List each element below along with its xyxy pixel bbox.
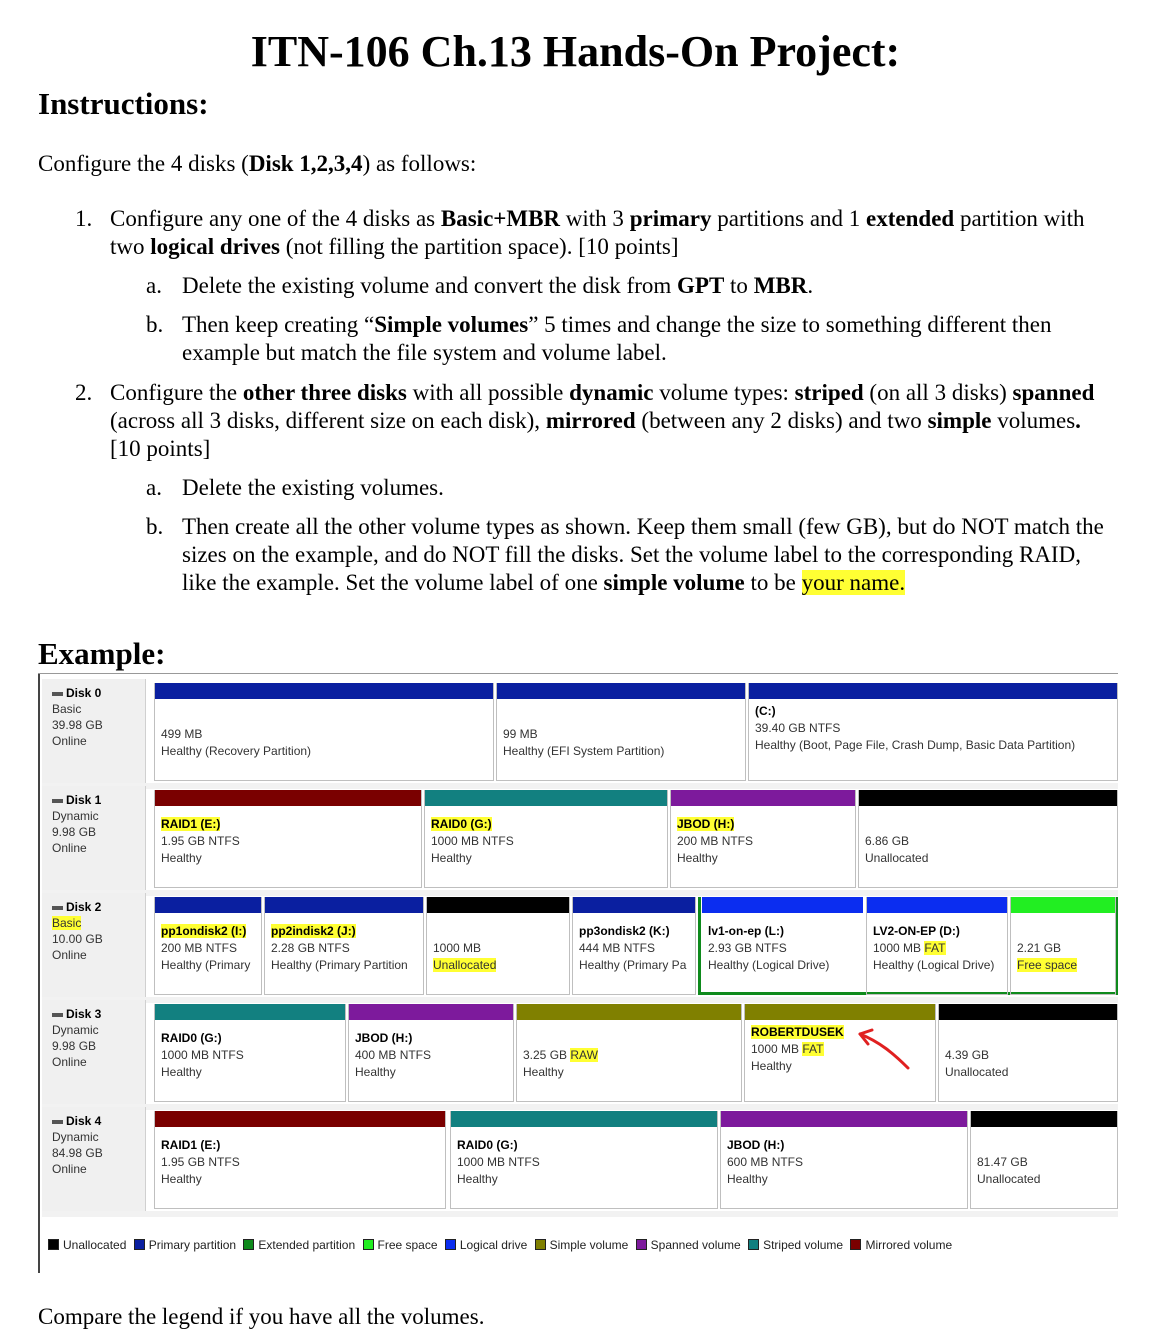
item2-text: Configure the other three disks with all possible dynamic volume types: striped (on all 3 disks) spanned (across all 3 disks, different size on each disk), mirrored (between any 2 disks) and two simple volumes. [10 points] [110,380,1095,461]
frame-border [38,673,1118,674]
volume-jbod[interactable]: JBOD (H:) 600 MB NTFS Healthy [720,1111,968,1209]
legend-item: Striped volume [748,1238,843,1252]
disk-row-0[interactable] [42,679,1118,783]
disk-row-1[interactable] [42,786,1118,890]
volume-c[interactable]: (C:) 39.40 GB NTFS Healthy (Boot, Page File, Crash Dump, Basic Data Partition) [748,683,1118,781]
instructions-heading: Instructions: [38,86,209,121]
disk-info[interactable]: Disk 3 Dynamic 9.98 GB Online [42,1000,146,1104]
legend [48,1238,956,1252]
volume-recovery[interactable]: 499 MB Healthy (Recovery Partition) [154,683,494,781]
disk-info[interactable]: Disk 1 Dynamic 9.98 GB Online [42,786,146,890]
disk-info[interactable]: Disk 4 Dynamic 84.98 GB Online [42,1107,146,1211]
volume-unallocated[interactable]: 1000 MB Unallocated [426,897,570,995]
disk-row-3[interactable] [42,1000,1118,1104]
item1b-label: b. [146,312,164,337]
volume-pp2[interactable]: pp2indisk2 (J:) 2.28 GB NTFS Healthy (Primary Partition [264,897,424,995]
disk-info[interactable]: Disk 2 Basic 10.00 GB Online [42,893,146,997]
volume-unallocated[interactable]: 81.47 GB Unallocated [970,1111,1118,1209]
volume-unallocated[interactable]: 4.39 GB Unallocated [938,1004,1118,1102]
volume-raid0[interactable]: RAID0 (G:) 1000 MB NTFS Healthy [154,1004,346,1102]
legend-item: Free space [363,1238,438,1252]
legend-item: Unallocated [48,1238,126,1252]
volume-simple-named[interactable]: ROBERTDUSEK 1000 MB FAT Healthy [744,1004,936,1102]
example-heading: Example: [38,636,166,671]
item2b-label: b. [146,514,164,539]
item2b-text: Then create all the other volume types as shown. Keep them small (few GB), but do NOT match the sizes on the example, and do NOT fill the disks. Set the volume label to the corresponding RAID, like the example. Set the volume label of one simple volume to be your name. [182,514,1104,595]
item2-number: 2. [75,380,93,405]
item1a-label: a. [146,273,162,298]
volume-jbod[interactable]: JBOD (H:) 400 MB NTFS Healthy [348,1004,514,1102]
disk-row-4[interactable] [42,1107,1118,1211]
disk-info[interactable]: Disk 0 Basic 39.98 GB Online [42,679,146,783]
frame-border [38,673,40,1273]
volume-pp1[interactable]: pp1ondisk2 (I:) 200 MB NTFS Healthy (Primary [154,897,262,995]
volume-jbod[interactable]: JBOD (H:) 200 MB NTFS Healthy [670,790,856,888]
volume-unallocated[interactable]: 6.86 GB Unallocated [858,790,1118,888]
legend-item: Spanned volume [636,1238,741,1252]
item1-text: Configure any one of the 4 disks as Basic+MBR with 3 primary partitions and 1 extended partition with two logical drives (not filling the partition space). [10 points] [110,206,1085,259]
legend-item: Logical drive [445,1238,527,1252]
volume-lv1[interactable]: lv1-on-ep (L:) 2.93 GB NTFS Healthy (Logical Drive) [701,897,864,995]
disk-management-view [38,673,1118,1273]
volume-raid1[interactable]: RAID1 (E:) 1.95 GB NTFS Healthy [154,790,422,888]
disk-row-2[interactable] [42,893,1118,997]
item1-number: 1. [75,206,93,231]
item2a-label: a. [146,475,162,500]
item1b-text: Then keep creating “Simple volumes” 5 times and change the size to something different then example but match the file system and volume label. [182,312,1052,365]
volume-raid1[interactable]: RAID1 (E:) 1.95 GB NTFS Healthy [154,1111,446,1209]
item1a-text: Delete the existing volume and convert the disk from GPT to MBR. [182,273,814,298]
item2a-text: Delete the existing volumes. [182,475,444,500]
footer-text: Compare the legend if you have all the volumes. [38,1304,485,1329]
intro-text: Configure the 4 disks (Disk 1,2,3,4) as follows: [38,151,477,176]
volume-pp3[interactable]: pp3ondisk2 (K:) 444 MB NTFS Healthy (Primary Pa [572,897,696,995]
red-arrow-annotation [846,1024,916,1074]
volume-efi[interactable]: 99 MB Healthy (EFI System Partition) [496,683,746,781]
volume-simple-raw[interactable]: 3.25 GB RAW Healthy [516,1004,742,1102]
volume-free-space[interactable]: 2.21 GB Free space [1010,897,1116,995]
legend-item: Simple volume [535,1238,629,1252]
volume-raid0[interactable]: RAID0 (G:) 1000 MB NTFS Healthy [450,1111,718,1209]
legend-item: Mirrored volume [850,1238,952,1252]
legend-item: Extended partition [243,1238,355,1252]
page-title: ITN-106 Ch.13 Hands-On Project: [250,27,901,76]
volume-raid0[interactable]: RAID0 (G:) 1000 MB NTFS Healthy [424,790,668,888]
legend-item: Primary partition [134,1238,236,1252]
volume-lv2[interactable]: LV2-ON-EP (D:) 1000 MB FAT Healthy (Logical Drive) [866,897,1008,995]
